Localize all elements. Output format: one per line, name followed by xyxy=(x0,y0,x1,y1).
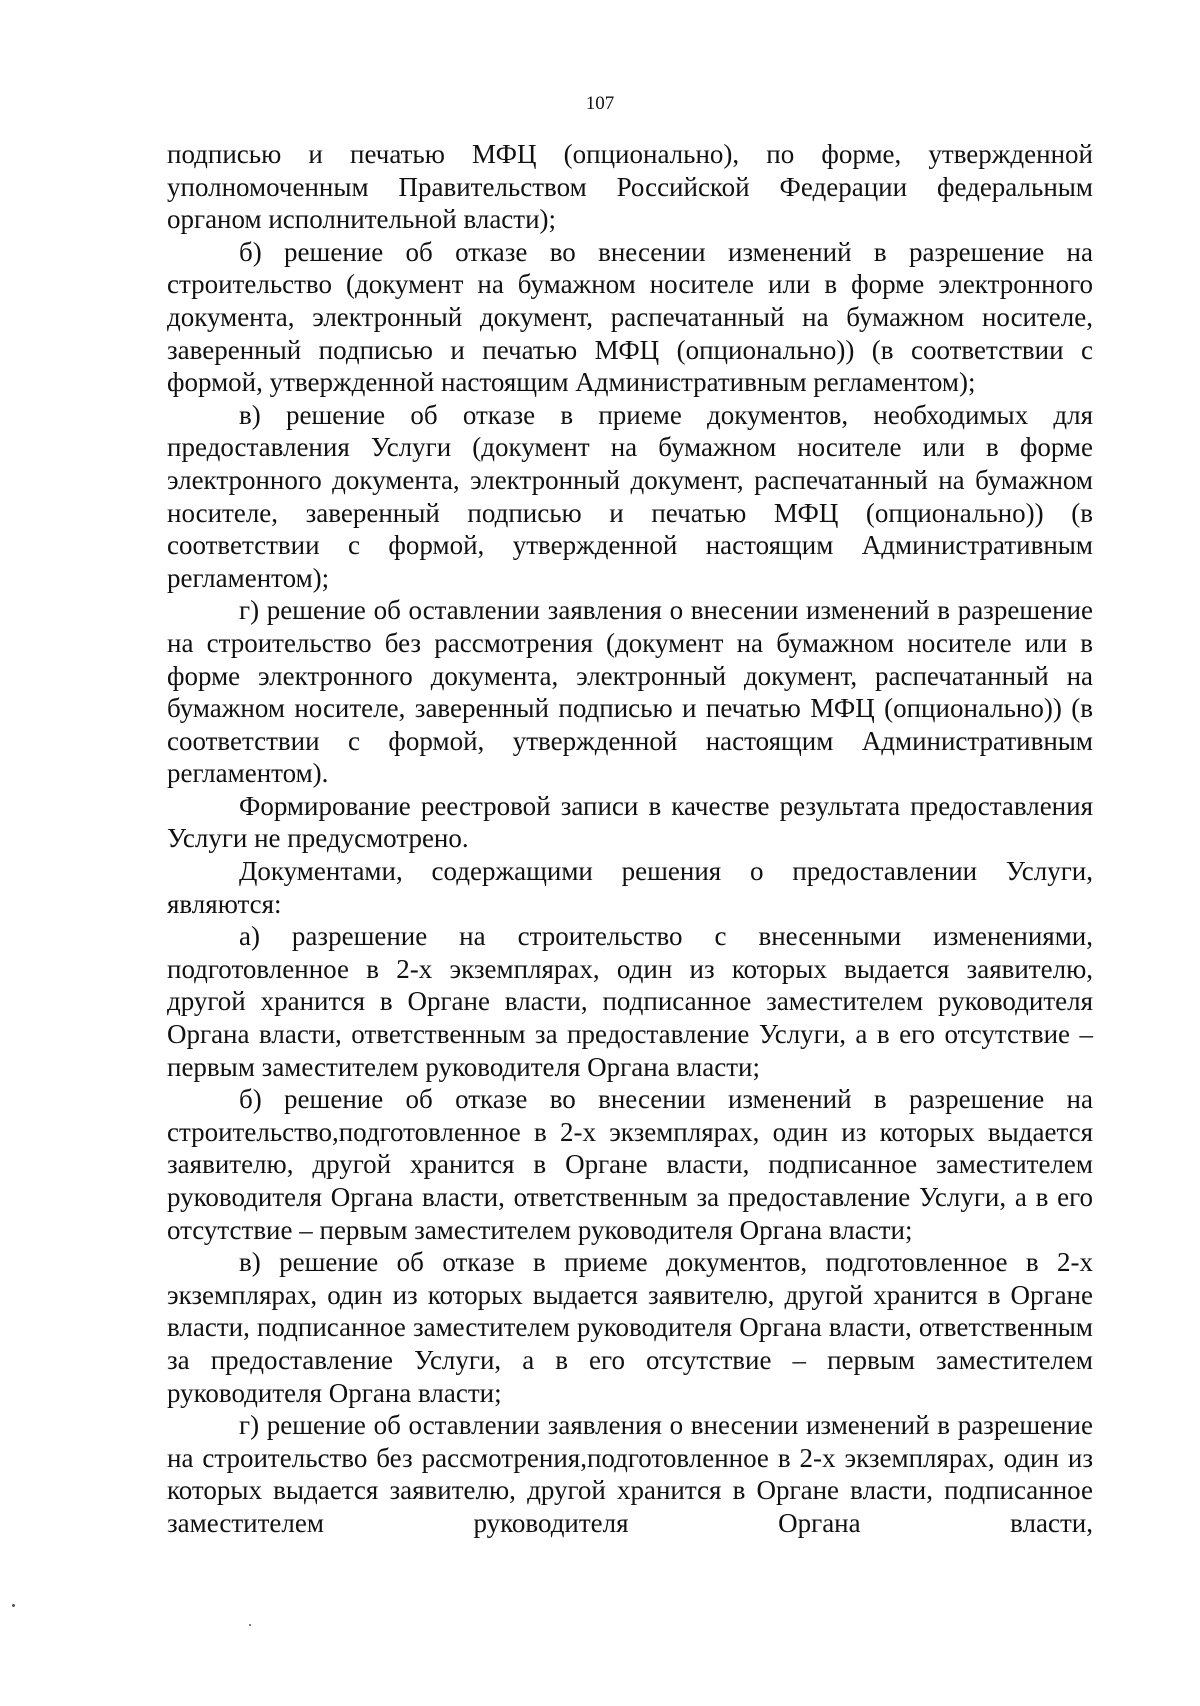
paragraph-doc-item-b: б) решение об отказе во внесении изменений в разрешение на строительство,подготовленное в 2-х экземплярах, один из которых выдается заявителю, другой хранится в Органе власти, подписанное заместителем руководителя Органа власти, ответственным за предоставление Услуги, а в его отсутствие – первым заместителем руководителя Органа власти; xyxy=(167,1084,1093,1245)
paragraph-item-v: в) решение об отказе в приеме документов, необходимых для предоставления Услуги (документ на бумажном носителе или в форме электронного документа, электронный документ, распечатанный на бумажном носителе, заверенный подписью и печатью МФЦ (опционально)) (в соответствии с формой, утвержденной настоящим Административным регламентом); xyxy=(167,399,1093,593)
scan-speck xyxy=(249,1624,251,1626)
page-number: 107 xyxy=(585,93,615,114)
paragraph-decision-documents: Документами, содержащими решения о предоставлении Услуги, являются: xyxy=(167,856,1093,919)
paragraph-registry-record: Формирование реестровой записи в качестве результата предоставления Услуги не предусмотрено. xyxy=(167,790,1093,854)
paragraph-doc-item-a: а) разрешение на строительство с внесенными изменениями, подготовленное в 2-х экземплярах, один из которых выдается заявителю, другой хранится в Органе власти, подписанное заместителем руководителя Органа власти, ответственным за предоставление Услуги, а в его отсутствие – первым заместителем руководителя Органа власти; xyxy=(167,921,1093,1082)
paragraph-doc-item-v: в) решение об отказе в приеме документов, подготовленное в 2-х экземплярах, один из которых выдается заявителю, другой хранится в Органе власти, подписанное заместителем руководителя Органа власти, ответственным за предоставление Услуги, а в его отсутствие – первым заместителем руководителя Органа власти; xyxy=(167,1247,1093,1408)
document-body xyxy=(167,138,1093,1540)
paragraph-item-b: б) решение об отказе во внесении изменений в разрешение на строительство (документ на бумажном носителе или в форме электронного документа, электронный документ, распечатанный на бумажном носителе, заверенный подписью и печатью МФЦ (опционально)) (в соответствии с формой, утвержденной настоящим Административным регламентом); xyxy=(167,236,1093,398)
scan-speck xyxy=(12,1604,15,1607)
paragraph-item-g: г) решение об оставлении заявления о внесении изменений в разрешение на строительство без рассмотрения (документ на бумажном носителе или в форме электронного документа, электронный документ, распечатанный на бумажном носителе, заверенный подписью и печатью МФЦ (опционально)) (в соответствии с формой, утвержденной настоящим Административным регламентом). xyxy=(167,595,1093,789)
paragraph-continuation: подписью и печатью МФЦ (опционально), по форме, утвержденной уполномоченным Правительством Российской Федерации федеральным органом исполнительной власти); xyxy=(167,139,1093,235)
paragraph-doc-item-g: г) решение об оставлении заявления о внесении изменений в разрешение на строительство без рассмотрения,подготовленное в 2-х экземплярах, один из которых выдается заявителю, другой хранится в Органе власти, подписанное заместителем руководителя Органа власти, xyxy=(167,1410,1093,1538)
